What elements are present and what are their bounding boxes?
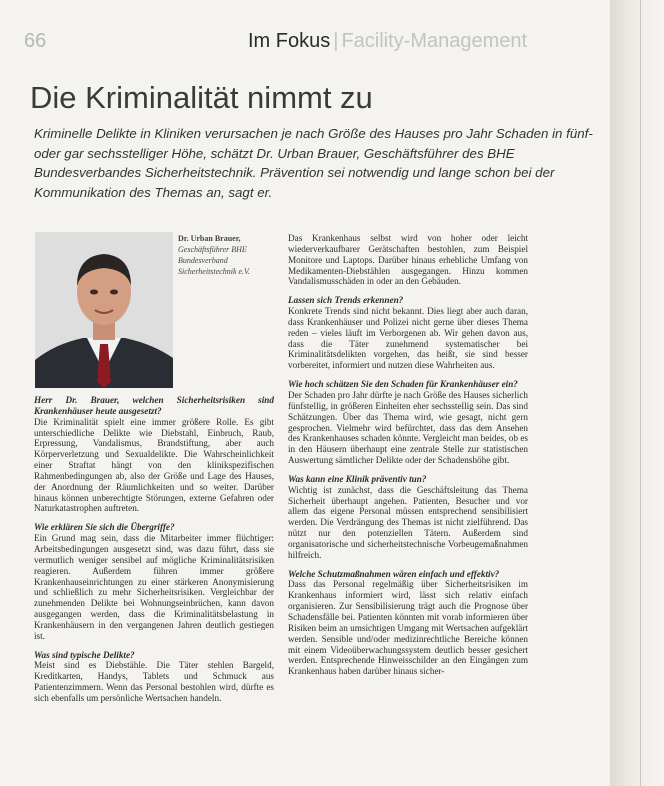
- interview-question: Was sind typische Delikte?: [34, 649, 135, 660]
- interview-answer: Ein Grund mag sein, dass die Mitarbeiter immer flüchtiger: Arbeitsbedingungen ausgesetzt sind, was dazu führt, dass sie vermutlich weniger sensibel auf mögliche Kriminalitätsrisiken reagieren. Außerdem führen immer größere Krankenhauseinrichtungen zu einer stärkeren Anonymisierung und schließlich zu mehr Sicherheitsrisiken. Vergleichbar der zunehmenden Delikte bei Wohnungseinbrüchen, kann davon ausgegangen werden, dass die Kriminalitätsbelastung in Krankenhäusern in den vergangenen Jahren deutlich gestiegen ist.: [34, 533, 274, 641]
- interview-answer: Wichtig ist zunächst, dass die Geschäftsleitung das Thema Sicherheit überhaupt angehen. Patienten, Besucher und vor allem das eigene Personal müssen entsprechend sensibilisiert werden. Die Verdrängung des Themas ist nicht zielführend. Das nützt nur den potenziellen Tätern. Außerdem sind organisatorische und sicherheitstechnische Vorbeugemaßnahmen hilfreich.: [288, 484, 528, 560]
- interview-question: Was kann eine Klinik präventiv tun?: [288, 473, 427, 484]
- interview-answer: Das Krankenhaus selbst wird von hoher oder leicht wiederverkaufbarer Gerätschaften bestohlen, zum Beispiel Monitore und Laptops. Darüber hinaus erhebliche Umfang von Medikamenten-Diebstählen ausgegangen. Hinzu kommen Vandalismusschäden in oder an den Gebäuden.: [288, 233, 528, 287]
- article-column-1: [34, 395, 274, 712]
- photo-caption: [178, 233, 283, 277]
- header-subsection: Facility-Management: [341, 30, 528, 52]
- caption-role-line-1: Geschäftsführer BHE: [178, 245, 247, 254]
- interview-question: Wie erklären Sie sich die Übergriffe?: [34, 522, 175, 533]
- header-separator: |: [333, 30, 339, 52]
- portrait-photo: [35, 232, 173, 388]
- article-lead: Kriminelle Delikte in Kliniken verursachen je nach Größe des Hauses pro Jahr Schaden in fünf- oder gar sechsstelliger Höhe, schätzt Dr. Urban Brauer, Geschäftsführer des BHE Bundesverbandes Sicherheitstechnik. Prävention sei notwendig und lange schon bei der Kommunikation des Themas an, sagt er.: [34, 126, 593, 200]
- page-edge-line: [640, 0, 641, 786]
- caption-role-line-2: Bundesverband: [178, 256, 228, 265]
- article-title: Die Kriminalität nimmt zu: [30, 80, 373, 115]
- portrait-illustration: [35, 232, 173, 388]
- page-number: 66: [24, 30, 47, 52]
- page-binding-shadow: [610, 0, 664, 786]
- interview-question: Herr Dr. Brauer, welchen Sicherheitsrisiken sind Krankenhäuser heute ausgesetzt?: [34, 395, 274, 416]
- interview-answer: Konkrete Trends sind nicht bekannt. Dies liegt aber auch daran, dass Krankenhäuser und Polizei nicht gerne über dieses Thema reden – vieles läuft im Verborgenen ab. Wir gehen davon aus, dass die Täter zunehmend systematischer bei Kriminalitätsdelikten vorgehen, das heißt, sie sind besser vorbereitet, informiert und nutzen diese Wahrheiten aus.: [288, 306, 528, 371]
- interview-answer: Die Kriminalität spielt eine immer größere Rolle. Es gibt unterschiedliche Delikte wie Diebstahl, Einbruch, Raub, Erpressung, Vandalismus, Brandstiftung, aber auch Körperverletzung und Sexualdelikte. Die Wahrscheinlichkeit einer Straftat hängt von den klinikspezifischen Rahmenbedingungen ab, also der Größe und Lage des Hauses, der Anordnung der Räumlichkeiten und so weiter. Darüber hinaus können unberechtigte Störungen, externe Gefahren oder Naturkatastrophen auftreten.: [34, 416, 274, 514]
- running-header: [248, 30, 628, 53]
- interview-question: Welche Schutzmaßnahmen wären einfach und effektiv?: [288, 568, 500, 579]
- article-column-2: [288, 233, 528, 685]
- interview-question: Wie hoch schätzen Sie den Schaden für Krankenhäuser ein?: [288, 379, 518, 390]
- header-section: Im Fokus: [248, 30, 331, 52]
- interview-answer: Dass das Personal regelmäßig über Sicherheitsrisiken im Krankenhaus informiert wird, lässt sich relativ einfach organisieren. Zur Sensibilisierung trägt auch die Prognose über Schadensfälle bei. Patienten könnten mit vorab informieren über Risiken beim an umsichtigen Umgang mit Wertsachen aufgeklärt werden. Sensible und/oder medizinrechtliche Bereiche können mit einem Videoüberwachungssystem deutlich besser gesichert werden. Entsprechende Hinweisschilder an den Eingängen zum Krankenhaus haben darüber hinaus sicher-: [288, 579, 528, 677]
- interview-answer: Meist sind es Diebstähle. Die Täter stehlen Bargeld, Kreditkarten, Handys, Tablets und Schmuck aus Patientenzimmern. Wenn das Personal bestohlen wird, dürfte es sich ebenfalls um persönliche Wertsachen handeln.: [34, 660, 274, 703]
- caption-role-line-3: Sicherheitstechnik e.V.: [178, 267, 250, 276]
- interview-question: Lassen sich Trends erkennen?: [288, 295, 404, 306]
- caption-name: Dr. Urban Brauer,: [178, 234, 241, 243]
- interview-answer: Der Schaden pro Jahr dürfte je nach Größe des Hauses sicherlich fünfstellig, in größeren Einheiten eher sechsstellig sein. Das sind Schätzungen. Über das Thema wird, wie gesagt, nicht gern gesprochen. Vielmehr wird befürchtet, dass das dem Ansehen des Krankenhauses schaden könnte. Vergleicht man beides, ob es in den Häusern überhaupt eine zentrale Stelle zur statistischen Auswertung sämtlicher Delikte oder der Schadenshöhe gibt.: [288, 389, 528, 466]
